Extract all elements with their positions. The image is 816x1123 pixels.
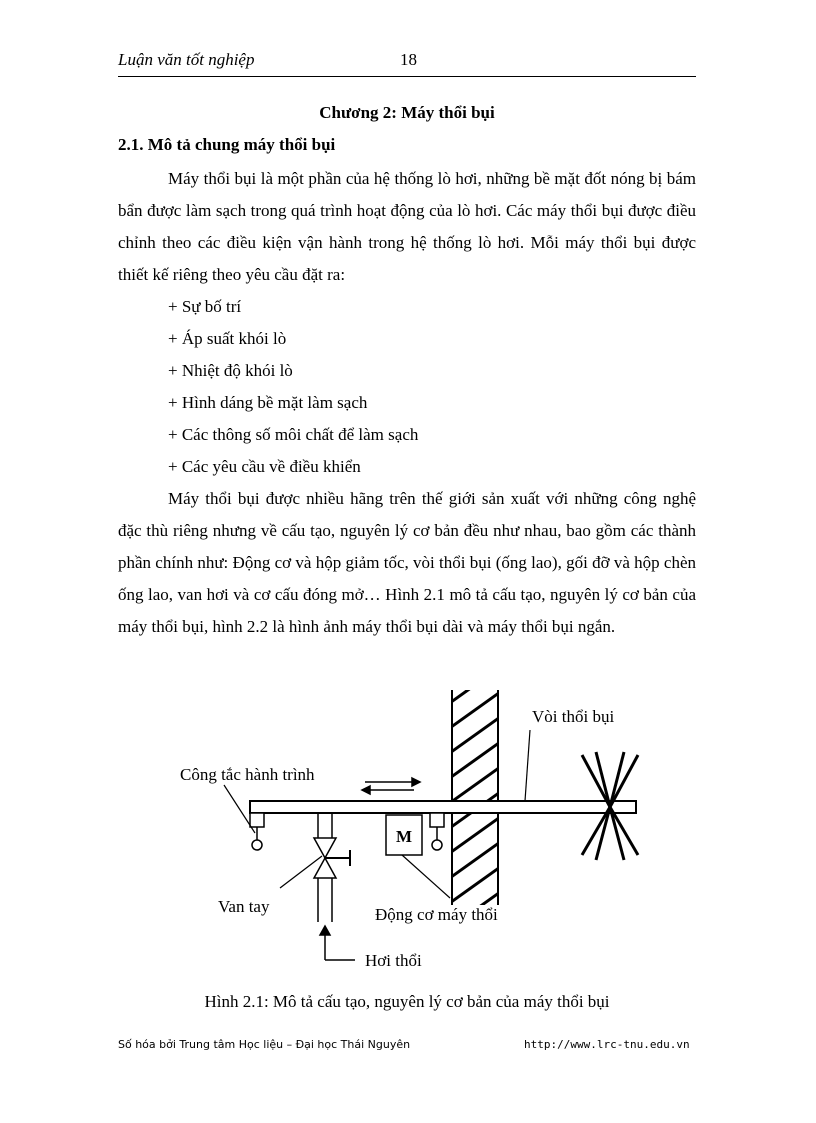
- list-item: + Các yêu cầu về điều khiển: [168, 457, 361, 476]
- list-item: + Nhiệt độ khói lò: [168, 361, 293, 380]
- soot-blower-diagram: [150, 690, 670, 980]
- paragraph-intro: [118, 163, 696, 291]
- chapter-title: Chương 2: Máy thổi bụi: [319, 103, 495, 122]
- page-number: 18: [400, 50, 417, 69]
- footer-url[interactable]: http://www.lrc-tnu.edu.vn: [524, 1038, 690, 1051]
- paragraph-structure-text: Máy thổi bụi được nhiều hãng trên thế giới sản xuất với những công nghệ đặc thù riêng nhưng về cấu tạo, nguyên lý cơ bản đều như nhau, bao gồm các thành phần chính như: Động cơ và hộp giảm tốc, vòi thổi bụi (ống lao), gối đỡ và hộp chèn ống lao, van hơi và cơ cấu đóng mở… Hình 2.1 mô tả cấu tạo, nguyên lý cơ bản của máy thổi bụi, hình 2.2 là hình ảnh máy thổi bụi dài và máy thổi bụi ngắn.: [118, 489, 696, 636]
- lance-pipe: [250, 801, 636, 813]
- motor-label: Động cơ máy thổi: [375, 905, 498, 924]
- requirements-list: [168, 291, 418, 483]
- hand-valve-label: Van tay: [218, 897, 270, 916]
- steam-label: Hơi thổi: [365, 951, 422, 970]
- footer-source: Số hóa bởi Trung tâm Học liệu – Đại học Thái Nguyên: [118, 1038, 411, 1051]
- motor-symbol: M: [395, 827, 413, 846]
- list-item: + Các thông số môi chất để làm sạch: [168, 425, 419, 444]
- section-title: 2.1. Mô tả chung máy thổi bụi: [118, 135, 336, 154]
- steam-inlet-arrow: [320, 926, 355, 960]
- paragraph-intro-text: Máy thổi bụi là một phần của hệ thống lò hơi, những bề mặt đốt nóng bị bám bẩn được làm sạch trong quá trình hoạt động của lò hơi. Các máy thổi bụi được điều chỉnh theo các điều kiện vận hành trong hệ thống lò hơi. Mỗi máy thổi bụi được thiết kế riêng theo yêu cầu đặt ra:: [118, 169, 696, 284]
- limit-switch-right: [430, 813, 444, 850]
- figure-caption: Hình 2.1: Mô tả cấu tạo, nguyên lý cơ bản của máy thổi bụi: [204, 992, 610, 1011]
- paragraph-structure: [118, 483, 696, 643]
- nozzle-label: Vòi thổi bụi: [532, 707, 615, 726]
- limit-switch: [250, 813, 264, 850]
- limit-switch-label: Công tắc hành trình: [180, 765, 315, 784]
- motion-arrows: [362, 778, 420, 794]
- hand-valve: [314, 813, 350, 922]
- page-header: [118, 50, 696, 77]
- list-item: + Hình dáng bề mặt làm sạch: [168, 393, 368, 412]
- list-item: + Sự bố trí: [168, 297, 242, 316]
- list-item: + Áp suất khói lò: [168, 329, 287, 348]
- header-title: Luận văn tốt nghiệp: [118, 50, 255, 69]
